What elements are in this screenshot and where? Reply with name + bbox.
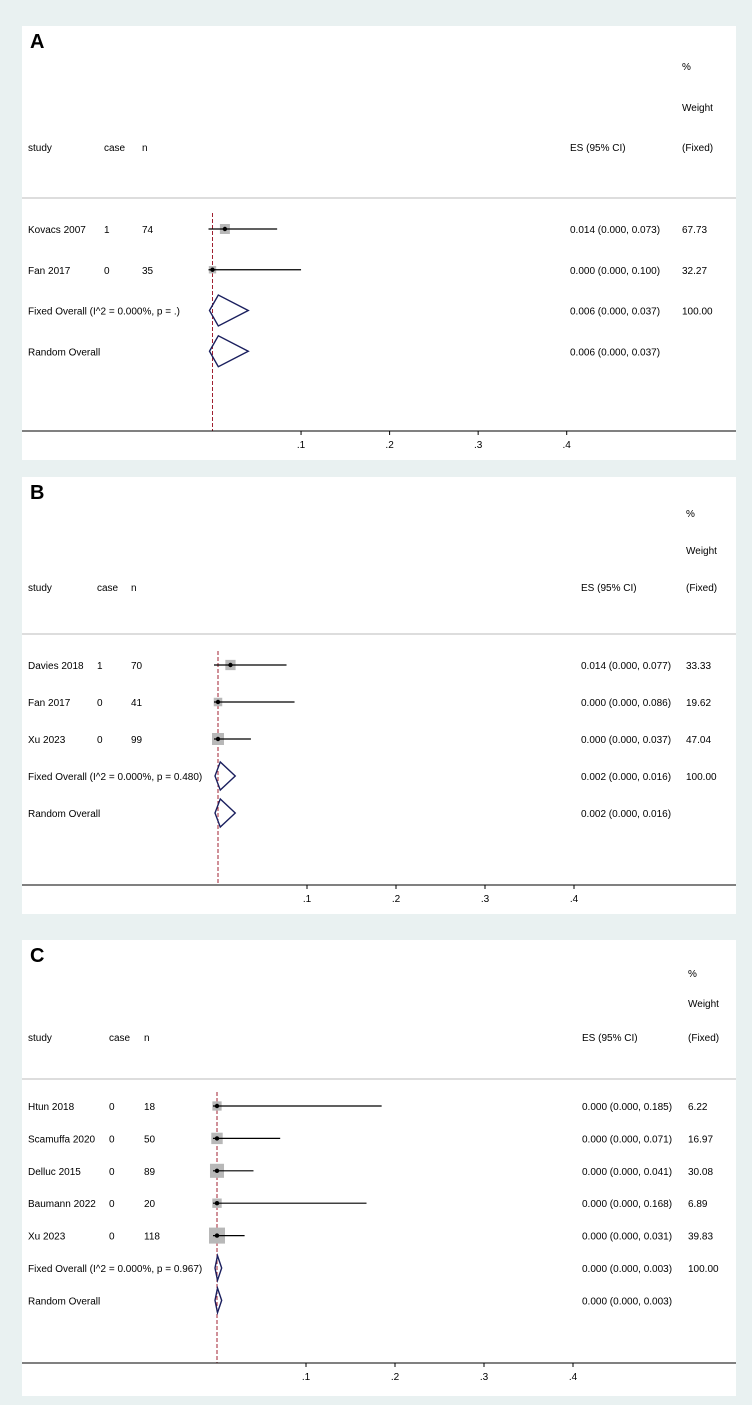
forest-plot-svg: [22, 477, 736, 914]
header-study: study: [28, 143, 52, 154]
study-case: 0: [109, 1102, 115, 1113]
header-weight: Weight: [686, 546, 717, 557]
header-case: case: [109, 1033, 131, 1044]
x-tick-label: .1: [296, 440, 306, 451]
study-weight: 16.97: [688, 1134, 714, 1146]
study-es-ci: 0.000 (0.000, 0.031): [582, 1231, 673, 1243]
forest-plot-panel-b: [22, 477, 736, 914]
study-weight: 67.73: [682, 225, 708, 236]
study-weight: 47.04: [686, 735, 712, 746]
header-n: n: [142, 143, 148, 154]
overall-es-ci: 0.006 (0.000, 0.037): [570, 347, 661, 359]
study-es-ci: 0.000 (0.000, 0.168): [582, 1199, 673, 1211]
random-overall-label: Random Overall: [28, 1296, 101, 1308]
study-case: 0: [97, 698, 103, 709]
study-es-ci: 0.000 (0.000, 0.041): [582, 1166, 673, 1178]
study-es-ci: 0.000 (0.000, 0.086): [581, 698, 672, 709]
study-case: 0: [109, 1199, 115, 1211]
study-n: 99: [131, 735, 143, 746]
study-name: Htun 2018: [28, 1102, 75, 1113]
study-case: 0: [109, 1166, 115, 1178]
overall-es-ci: 0.000 (0.000, 0.003): [582, 1264, 673, 1275]
forest-plot-panel-c: [22, 940, 736, 1396]
header-es-ci: ES (95% CI): [582, 1033, 638, 1044]
study-n: 74: [142, 225, 154, 236]
point-estimate: [216, 737, 220, 741]
fixed-overall-label: Fixed Overall (I^2 = 0.000%, p = 0.480): [28, 772, 203, 783]
study-name: Xu 2023: [28, 735, 66, 746]
x-tick-label: .2: [391, 894, 401, 905]
study-n: 50: [144, 1134, 156, 1146]
study-name: Baumann 2022: [28, 1199, 96, 1211]
study-weight: 30.08: [688, 1166, 714, 1178]
pooled-diamond: [210, 336, 249, 367]
header-percent: %: [682, 62, 691, 73]
header-percent: %: [686, 509, 695, 520]
study-case: 0: [109, 1231, 115, 1243]
random-overall-label: Random Overall: [28, 347, 101, 359]
header-case: case: [104, 143, 126, 154]
fixed-overall-label: Fixed Overall (I^2 = 0.000%, p = .): [28, 306, 180, 318]
point-estimate: [215, 1201, 219, 1205]
pooled-diamond: [215, 1256, 222, 1281]
x-tick-label: .4: [568, 1372, 578, 1383]
header-fixed: (Fixed): [686, 583, 718, 594]
study-name: Scamuffa 2020: [28, 1134, 96, 1146]
overall-weight: 100.00: [686, 772, 717, 783]
header-study: study: [28, 1033, 52, 1044]
study-es-ci: 0.000 (0.000, 0.037): [581, 735, 672, 746]
header-es-ci: ES (95% CI): [570, 143, 626, 154]
forest-plot-svg: [22, 940, 736, 1396]
x-tick-label: .4: [562, 440, 571, 451]
study-es-ci: 0.000 (0.000, 0.100): [570, 265, 661, 277]
study-weight: 39.83: [688, 1231, 714, 1243]
study-n: 18: [144, 1102, 156, 1113]
study-name: Davies 2018: [28, 661, 84, 672]
header-percent: %: [688, 969, 697, 980]
study-n: 20: [144, 1199, 156, 1211]
point-estimate: [210, 268, 214, 272]
point-estimate: [223, 227, 227, 231]
study-es-ci: 0.000 (0.000, 0.071): [582, 1134, 673, 1146]
header-study: study: [28, 583, 52, 594]
study-weight: 6.22: [688, 1102, 708, 1113]
study-n: 35: [142, 265, 154, 277]
forest-plot-panel-a: [22, 26, 736, 460]
study-name: Delluc 2015: [28, 1166, 81, 1178]
pooled-diamond: [215, 1288, 222, 1313]
study-weight: 19.62: [686, 698, 712, 709]
overall-es-ci: 0.000 (0.000, 0.003): [582, 1296, 673, 1308]
x-tick-label: .2: [390, 1372, 400, 1383]
pooled-diamond: [215, 762, 235, 790]
study-es-ci: 0.014 (0.000, 0.077): [581, 661, 672, 672]
study-n: 41: [131, 698, 143, 709]
overall-es-ci: 0.002 (0.000, 0.016): [581, 809, 672, 820]
study-weight: 32.27: [682, 265, 708, 277]
x-tick-label: .3: [480, 894, 490, 905]
study-weight: 33.33: [686, 661, 712, 672]
overall-es-ci: 0.002 (0.000, 0.016): [581, 772, 672, 783]
header-fixed: (Fixed): [688, 1033, 720, 1044]
fixed-overall-label: Fixed Overall (I^2 = 0.000%, p = 0.967): [28, 1264, 203, 1275]
study-case: 0: [109, 1134, 115, 1146]
x-tick-label: .3: [473, 440, 483, 451]
overall-weight: 100.00: [688, 1264, 719, 1275]
study-name: Fan 2017: [28, 265, 71, 277]
x-tick-label: .3: [479, 1372, 489, 1383]
study-case: 0: [97, 735, 103, 746]
study-es-ci: 0.014 (0.000, 0.073): [570, 225, 661, 236]
study-name: Kovacs 2007: [28, 225, 86, 236]
study-case: 1: [104, 225, 110, 236]
point-estimate: [215, 1169, 219, 1173]
x-tick-label: .2: [385, 440, 394, 451]
x-tick-label: .4: [569, 894, 579, 905]
forest-plot-svg: [22, 26, 736, 460]
study-name: Fan 2017: [28, 698, 71, 709]
study-n: 118: [144, 1231, 160, 1243]
study-n: 89: [144, 1166, 156, 1178]
point-estimate: [216, 700, 220, 704]
panel-letter: C: [30, 945, 45, 967]
point-estimate: [228, 663, 232, 667]
panel-letter: B: [30, 482, 45, 504]
header-fixed: (Fixed): [682, 143, 714, 154]
header-n: n: [131, 583, 137, 594]
point-estimate: [215, 1104, 219, 1108]
random-overall-label: Random Overall: [28, 809, 101, 820]
panel-letter: A: [30, 31, 45, 53]
x-tick-label: .1: [301, 1372, 311, 1383]
point-estimate: [215, 1136, 219, 1140]
header-weight: Weight: [682, 103, 713, 114]
overall-weight: 100.00: [682, 306, 713, 318]
header-n: n: [144, 1033, 150, 1044]
header-weight: Weight: [688, 999, 719, 1010]
pooled-diamond: [210, 295, 249, 326]
study-es-ci: 0.000 (0.000, 0.185): [582, 1102, 673, 1113]
point-estimate: [215, 1233, 219, 1237]
study-weight: 6.89: [688, 1199, 708, 1211]
header-es-ci: ES (95% CI): [581, 583, 637, 594]
study-case: 0: [104, 265, 110, 277]
x-tick-label: .1: [302, 894, 312, 905]
study-n: 70: [131, 661, 143, 672]
header-case: case: [97, 583, 119, 594]
study-case: 1: [97, 661, 103, 672]
overall-es-ci: 0.006 (0.000, 0.037): [570, 306, 661, 318]
study-name: Xu 2023: [28, 1231, 66, 1243]
